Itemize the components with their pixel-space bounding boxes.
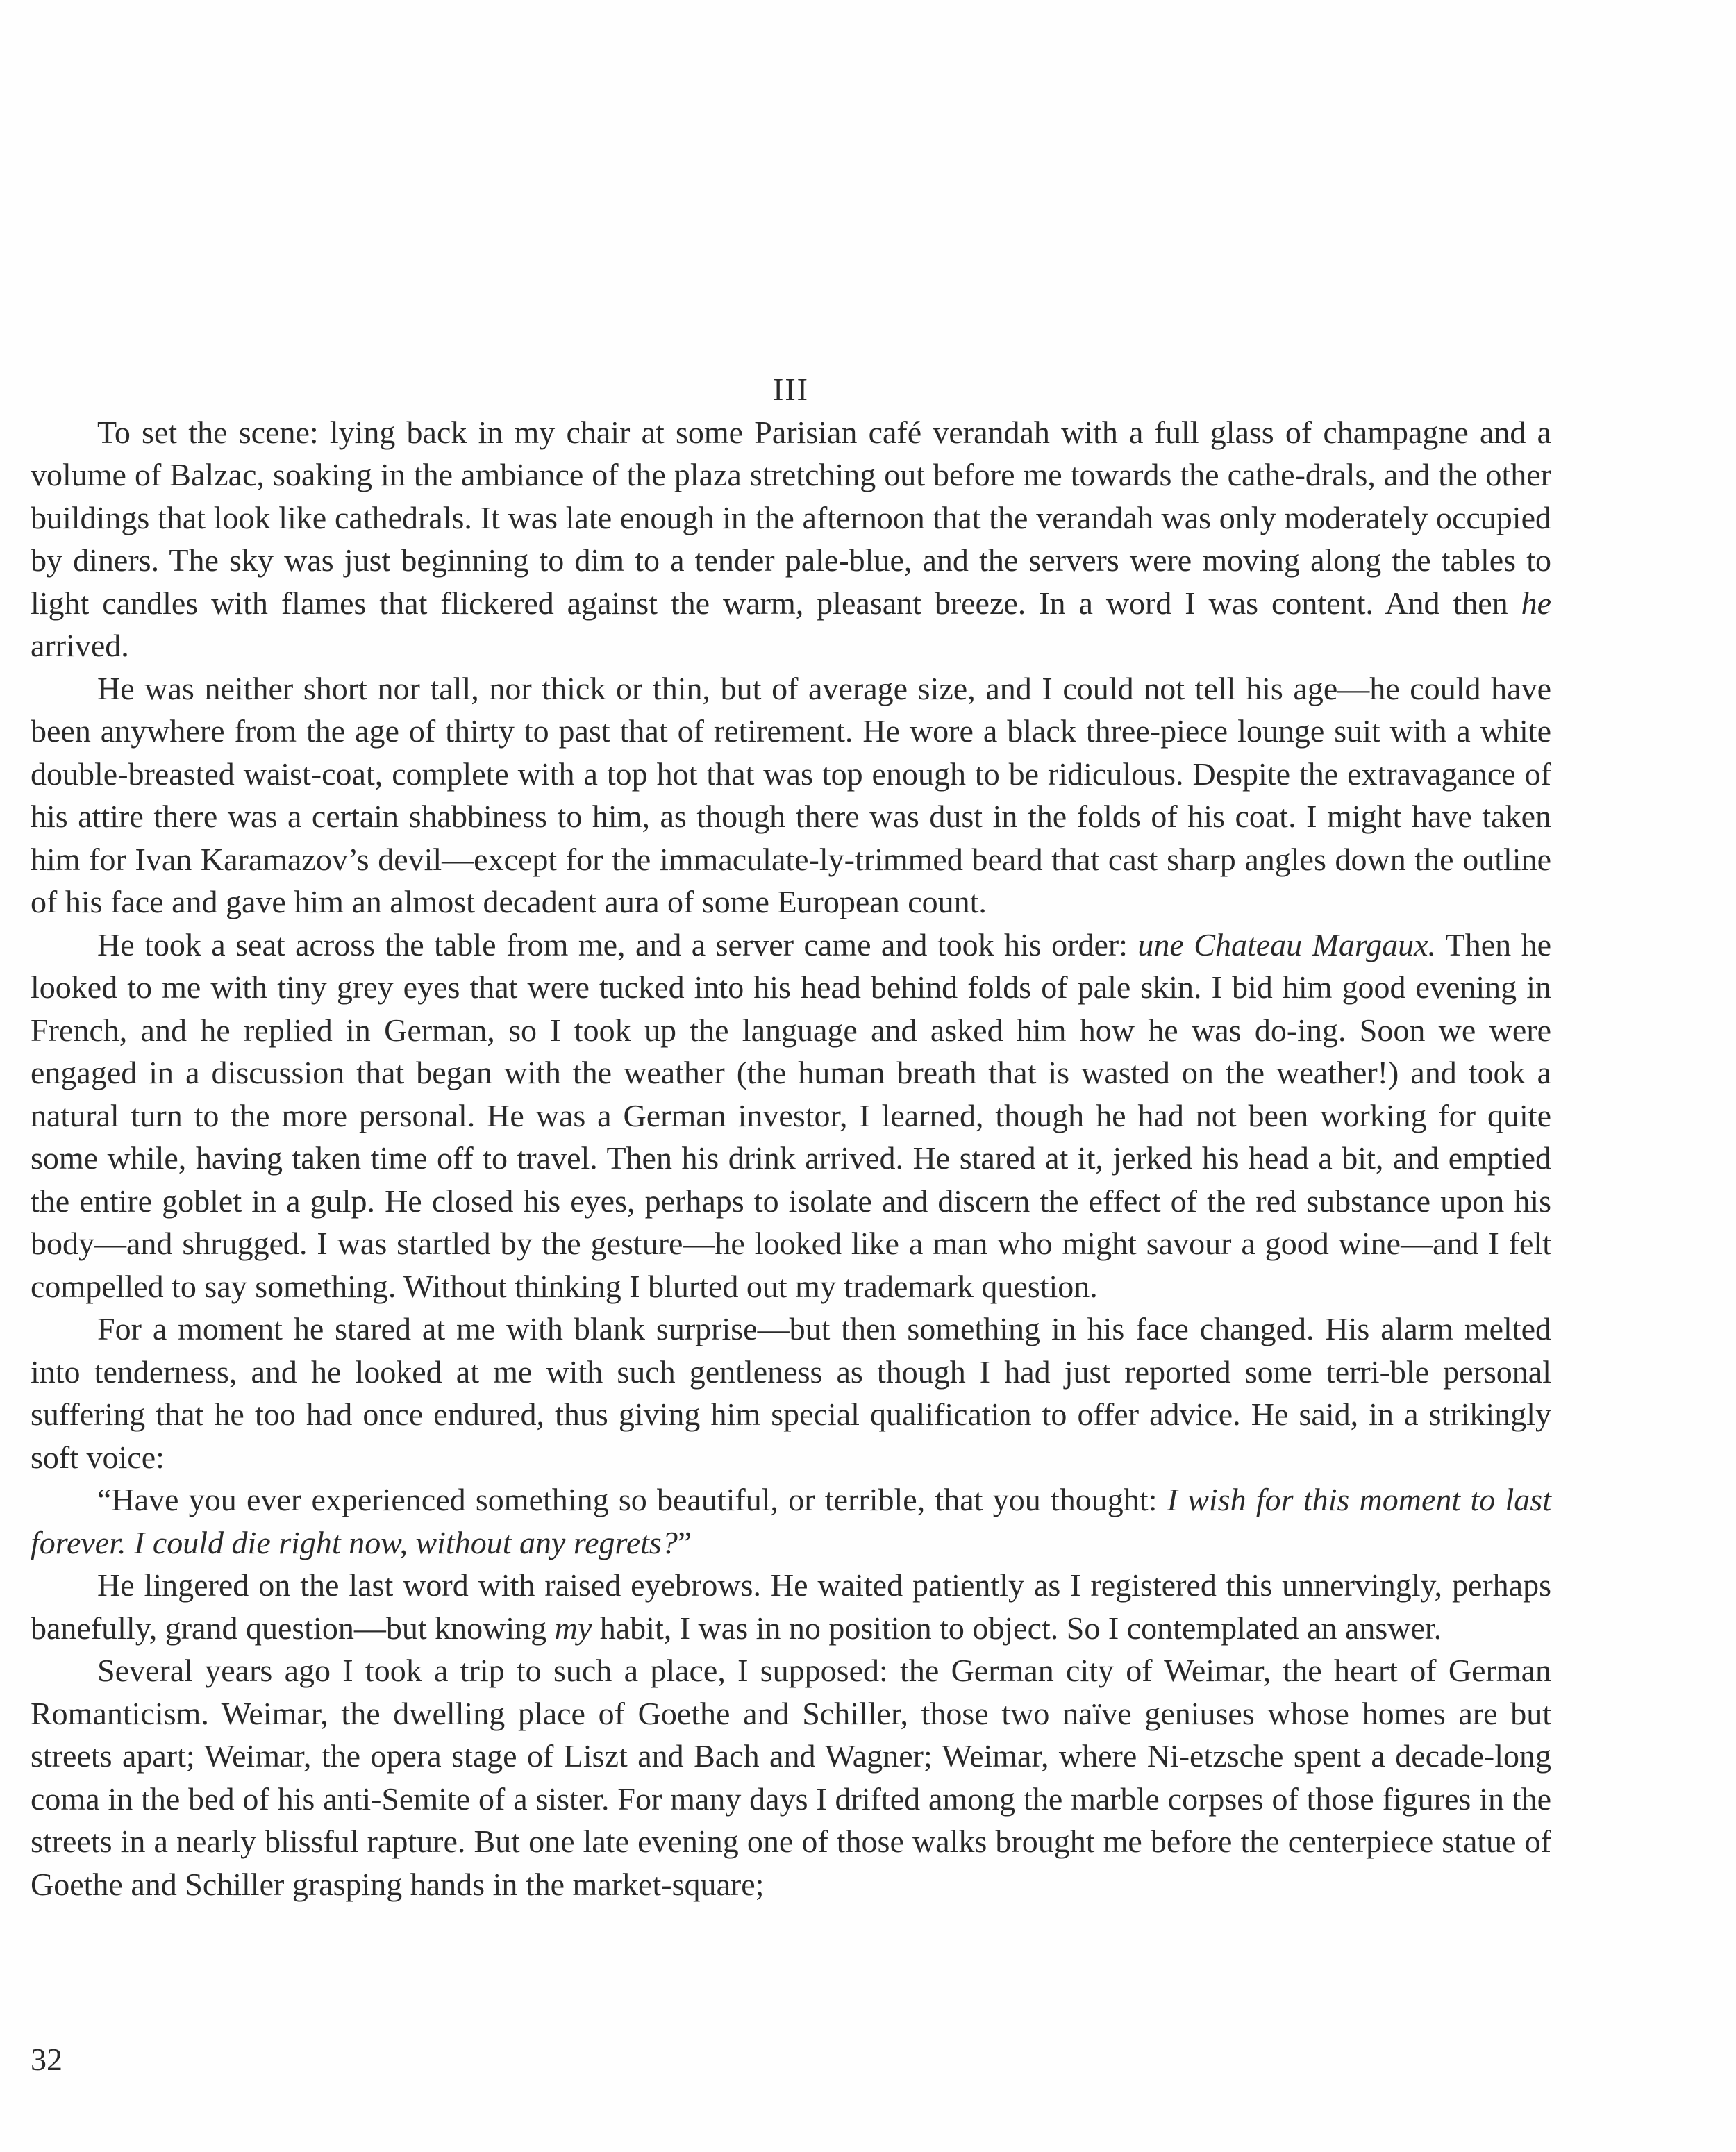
paragraph-5-quote xyxy=(31,1478,1551,1564)
chapter-heading: III xyxy=(773,372,809,407)
paragraph-text: He lingered on the last word with raised eyebrows. He waited patiently as I registered this unnervingly, perhaps banefully, grand question—but knowing xyxy=(31,1567,1551,1646)
paragraph-italic-text: I wish for this moment to last forever. I could die right now, without any regrets? xyxy=(31,1482,1551,1560)
paragraph-text: habit, I was in no position to object. So I contemplated an answer. xyxy=(592,1610,1442,1646)
paragraph-2 xyxy=(31,667,1551,924)
paragraph-text: “Have you ever experienced something so beautiful, or terrible, that you thought: xyxy=(97,1482,1167,1517)
paragraph-text: Several years ago I took a trip to such a place, I supposed: the German city of Weimar, the heart of German Romanticism. Weimar, the dwelling place of Goethe and Schiller, those two naïve geniuses whose homes are but streets apart; Weimar, the opera stage of Liszt and Bach and Wagner; Weimar, where Ni-etzsche spent a decade-long coma in the bed of his anti-Semite of a sister. For many days I drifted among the marble corpses of those figures in the streets in a nearly blissful rapture. But one late evening one of those walks brought me before the centerpiece statue of Goethe and Schiller grasping hands in the market-square; xyxy=(31,1653,1551,1902)
paragraph-text: To set the scene: lying back in my chair at some Parisian café verandah with a full glass of champagne and a volume of Balzac, soaking in the ambiance of the plaza stretching out before me towards the cathe-drals, and the other buildings that look like cathedrals. It was late enough in the afternoon that the verandah was only moderately occupied by diners. The sky was just beginning to dim to a tender pale-blue, and the servers were moving along the tables to light candles with flames that flickered against the warm, pleasant breeze. In a word I was content. And then xyxy=(31,414,1551,621)
paragraph-7 xyxy=(31,1649,1551,1905)
body-text xyxy=(31,368,1551,1905)
paragraph-1 xyxy=(31,411,1551,667)
paragraph-4 xyxy=(31,1308,1551,1478)
paragraph-text: ” xyxy=(677,1524,692,1560)
paragraph-6 xyxy=(31,1564,1551,1649)
paragraph-text: arrived. xyxy=(31,628,129,663)
paragraph-text: He was neither short nor tall, nor thick or thin, but of average size, and I could not tell his age—he could have been anywhere from the age of thirty to past that of retirement. He wore a black three-piece lounge suit with a white double-breasted waist-coat, complete with a top hot that was top enough to be ridiculous. Despite the extravagance of his attire there was a certain shabbiness to him, as though there was dust in the folds of his coat. I might have taken him for Ivan Karamazov’s devil—except for the immaculate-ly-trimmed beard that cast sharp angles down the outline of his face and gave him an almost decadent aura of some European count. xyxy=(31,670,1551,919)
paragraph-italic-text: he xyxy=(1521,585,1551,621)
paragraph-italic-text: une Chateau Margaux. xyxy=(1137,926,1437,962)
paragraph-text: Then he looked to me with tiny grey eyes that were tucked into his head behind folds of pale skin. I bid him good evening in French, and he replied in German, so I took up the language and asked him how he was do-ing. Soon we were engaged in a discussion that began with the weather (the human breath that is wasted on the weather!) and took a natural turn to the more personal. He was a German investor, I learned, though he had not been working for quite some while, having taken time off to travel. Then his drink arrived. He stared at it, jerked his head a bit, and emptied the entire goblet in a gulp. He closed his eyes, perhaps to isolate and discern the effect of the red substance upon his body—and shrugged. I was startled by the gesture—he looked like a man who might savour a good wine—and I felt compelled to say something. Without thinking I blurted out my trademark question. xyxy=(31,926,1551,1304)
page-number: 32 xyxy=(31,2042,62,2077)
paragraph-3 xyxy=(31,924,1551,1308)
paragraph-text: He took a seat across the table from me, and a server came and took his order: xyxy=(97,926,1138,962)
paragraph-italic-text: my xyxy=(554,1610,592,1646)
paragraph-text: For a moment he stared at me with blank surprise—but then something in his face changed. His alarm melted into tenderness, and he looked at me with such gentleness as though I had just reported some terri-ble personal suffering that he too had once endured, thus giving him special qualification to offer advice. He said, in a strikingly soft voice: xyxy=(31,1311,1551,1475)
